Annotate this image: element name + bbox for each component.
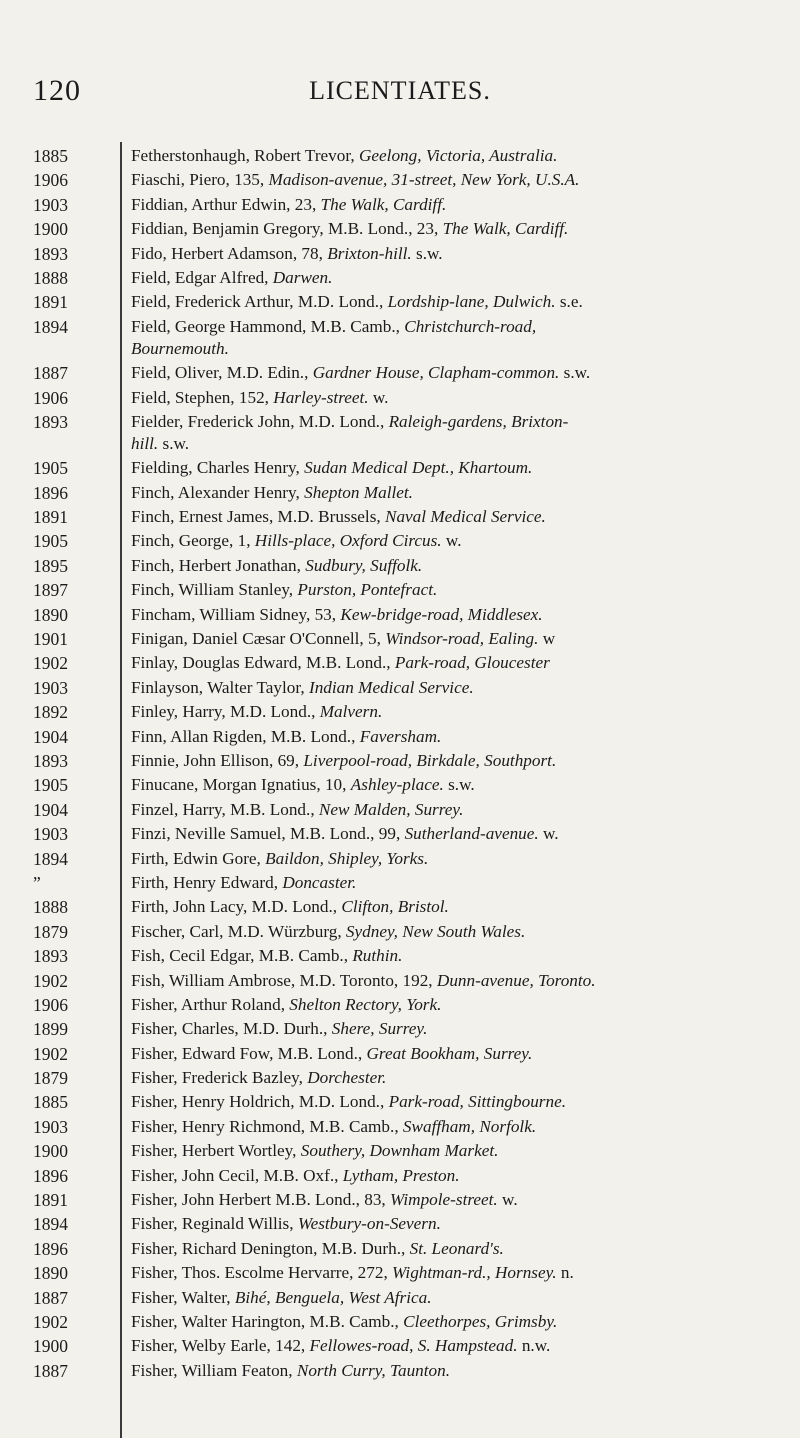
entry-address: Windsor-road, Ealing. xyxy=(385,629,539,649)
entry-address: Lordship-lane, Dulwich. xyxy=(387,292,556,312)
entry-text xyxy=(131,1238,781,1260)
entry-name: Fisher, Reginald Willis, xyxy=(131,1214,298,1234)
entry-address: Sutherland-avenue. xyxy=(404,824,539,844)
entry-postal-district: s.w. xyxy=(411,243,443,263)
entry-name: Field, Stephen, 152, xyxy=(131,387,274,407)
list-item xyxy=(0,652,800,674)
entry-text xyxy=(131,482,781,504)
entry-address: Wimpole-street. xyxy=(390,1190,498,1210)
entry-year: 1903 xyxy=(33,194,68,215)
entry-year: 1906 xyxy=(33,170,68,191)
entry-text xyxy=(131,677,781,699)
entry-year: 1887 xyxy=(33,1360,68,1381)
list-item xyxy=(0,169,800,191)
entry-postal-district: n.w. xyxy=(517,1336,551,1356)
entry-text xyxy=(131,1311,781,1333)
entry-address: New Malden, Surrey. xyxy=(318,799,464,819)
entry-year: 1888 xyxy=(33,267,68,288)
entry-year: 1885 xyxy=(33,146,68,166)
entry-name: Fetherstonhaugh, Robert Trevor, xyxy=(131,146,359,165)
entry-text xyxy=(131,1262,781,1284)
entry-text xyxy=(131,1116,781,1138)
list-item xyxy=(0,1311,800,1333)
list-item xyxy=(0,604,800,626)
entry-address: Doncaster. xyxy=(282,872,357,892)
entry-text xyxy=(131,945,781,967)
entry-year: 1900 xyxy=(33,1336,68,1357)
entry-address: Geelong, Victoria, Australia. xyxy=(359,146,558,165)
list-item xyxy=(0,1043,800,1065)
list-item xyxy=(0,267,800,289)
list-item xyxy=(0,799,800,821)
list-item xyxy=(0,701,800,723)
entry-address: Fellowes-road, S. Hampstead. xyxy=(309,1336,518,1356)
entry-name: Fisher, Arthur Roland, xyxy=(131,994,290,1014)
entry-year: 1899 xyxy=(33,1019,68,1040)
licentiate-list xyxy=(0,145,800,1384)
entry-text xyxy=(131,1335,781,1357)
list-item xyxy=(0,457,800,479)
entry-year: 1891 xyxy=(33,292,68,313)
entry-text xyxy=(131,145,781,167)
entry-name: Field, George Hammond, M.B. Camb., xyxy=(131,316,405,336)
entry-continuation: hill. s.w. xyxy=(131,433,190,453)
entry-text xyxy=(131,896,781,918)
entry-name: Firth, Edwin Gore, xyxy=(131,848,266,868)
entry-text xyxy=(131,1287,781,1309)
entry-name: Fisher, Richard Denington, M.B. Durh., xyxy=(131,1238,410,1258)
entry-name: Finigan, Daniel Cæsar O'Connell, 5, xyxy=(131,629,386,649)
entry-address: Shelton Rectory, York. xyxy=(289,994,442,1014)
entry-address: Ruthin. xyxy=(352,946,403,966)
entry-year: 1891 xyxy=(33,507,68,528)
entry-address: Brixton-hill. xyxy=(327,243,412,263)
entry-name: Finch, Alexander Henry, xyxy=(131,482,305,502)
entry-name: Finlayson, Walter Taylor, xyxy=(131,677,309,697)
entry-postal-district: n. xyxy=(556,1263,574,1283)
entry-name: Finlay, Douglas Edward, M.B. Lond., xyxy=(131,653,395,673)
entry-name: Finnie, John Ellison, 69, xyxy=(131,750,304,770)
entry-text xyxy=(131,267,781,289)
entry-text xyxy=(131,1165,781,1187)
list-item xyxy=(0,291,800,313)
list-item xyxy=(0,579,800,601)
entry-name: Finzel, Harry, M.B. Lond., xyxy=(131,799,319,819)
entry-address: The Walk, Cardiff. xyxy=(320,194,447,214)
entry-year: 1890 xyxy=(33,604,68,625)
entry-year: 1903 xyxy=(33,1116,68,1137)
entry-text xyxy=(131,750,781,772)
list-item xyxy=(0,506,800,528)
entry-postal-district: w. xyxy=(441,531,462,551)
entry-address: St. Leonard's. xyxy=(409,1238,504,1258)
list-item xyxy=(0,994,800,1016)
entry-address: Gardner House, Clapham-common. xyxy=(312,363,560,383)
entry-text xyxy=(131,291,781,313)
entry-name: Fisher, Edward Fow, M.B. Lond., xyxy=(131,1043,367,1063)
list-item xyxy=(0,726,800,748)
list-item xyxy=(0,823,800,845)
entry-name: Fisher, Charles, M.D. Durh., xyxy=(131,1019,332,1039)
list-item xyxy=(0,628,800,650)
entry-continuation: Bournemouth. xyxy=(131,338,229,358)
entry-text xyxy=(131,169,781,191)
entry-name: Field, Edgar Alfred, xyxy=(131,267,273,287)
entry-address: Great Bookham, Surrey. xyxy=(366,1043,533,1063)
entry-year: 1905 xyxy=(33,531,68,552)
entry-text xyxy=(131,604,781,626)
entry-address: Sydney, New South Wales. xyxy=(345,921,526,941)
entry-address: Ashley-place. xyxy=(350,775,444,795)
entry-address: Dunn-avenue, Toronto. xyxy=(436,970,596,990)
list-item xyxy=(0,1165,800,1187)
list-item xyxy=(0,482,800,504)
entry-year: 1900 xyxy=(33,1141,68,1162)
entry-name: Fisher, Herbert Wortley, xyxy=(131,1141,301,1161)
entry-postal-district: w. xyxy=(538,824,559,844)
entry-name: Finch, Herbert Jonathan, xyxy=(131,555,306,575)
list-item xyxy=(0,1360,800,1382)
entry-text xyxy=(131,799,781,821)
list-item xyxy=(0,316,800,360)
entry-address: Shere, Surrey. xyxy=(331,1019,428,1039)
list-item xyxy=(0,194,800,216)
entry-name: Fish, Cecil Edgar, M.B. Camb., xyxy=(131,946,353,966)
entry-text xyxy=(131,823,781,845)
entry-name: Fiaschi, Piero, 135, xyxy=(131,170,269,190)
list-item xyxy=(0,872,800,894)
running-title: LICENTIATES. xyxy=(309,76,491,105)
entry-address: Swaffham, Norfolk. xyxy=(402,1116,537,1136)
entry-text xyxy=(131,1189,781,1211)
entry-year: 1894 xyxy=(33,1214,68,1235)
entry-text xyxy=(131,1067,781,1089)
entry-address: Madison-avenue, 31-street, New York, U.S.A. xyxy=(268,170,580,190)
entry-text xyxy=(131,218,781,240)
entry-year: 1900 xyxy=(33,219,68,240)
entry-year: 1897 xyxy=(33,580,68,601)
entry-name: Finucane, Morgan Ignatius, 10, xyxy=(131,775,351,795)
list-item xyxy=(0,1213,800,1235)
entry-postal-district: s.w. xyxy=(559,363,591,383)
list-item xyxy=(0,970,800,992)
entry-text xyxy=(131,530,781,552)
entry-text xyxy=(131,921,781,943)
entry-year: 1902 xyxy=(33,1043,68,1064)
entry-year: 1896 xyxy=(33,1165,68,1186)
entry-year: 1895 xyxy=(33,555,68,576)
entry-address: Baildon, Shipley, Yorks. xyxy=(265,848,429,868)
list-item xyxy=(0,848,800,870)
entry-text xyxy=(131,726,781,748)
list-item xyxy=(0,362,800,384)
entry-year: 1885 xyxy=(33,1092,68,1113)
entry-address: Faversham. xyxy=(359,726,442,746)
entry-address: Christchurch-road, xyxy=(404,316,537,336)
entry-address: Lytham, Preston. xyxy=(342,1165,460,1185)
page-number: 120 xyxy=(33,74,81,107)
list-item xyxy=(0,774,800,796)
entry-text xyxy=(131,316,781,360)
entry-year: 1906 xyxy=(33,994,68,1015)
list-item xyxy=(0,921,800,943)
entry-name: Field, Oliver, M.D. Edin., xyxy=(131,363,313,383)
list-item xyxy=(0,1238,800,1260)
entry-year: 1905 xyxy=(33,458,68,479)
entry-text xyxy=(131,652,781,674)
entry-name: Fish, William Ambrose, M.D. Toronto, 192, xyxy=(131,970,437,990)
entry-year: 1893 xyxy=(33,411,68,432)
list-item xyxy=(0,555,800,577)
entry-name: Finch, William Stanley, xyxy=(131,580,298,600)
entry-year: 1904 xyxy=(33,726,68,747)
entry-postal-district: w. xyxy=(368,387,389,407)
entry-name: Fisher, Walter Harington, M.B. Camb., xyxy=(131,1311,404,1331)
entry-name: Fisher, Henry Richmond, M.B. Camb., xyxy=(131,1116,403,1136)
entry-text xyxy=(131,1091,781,1113)
entry-address: Indian Medical Service. xyxy=(308,677,474,697)
entry-name: Fisher, John Herbert M.B. Lond., 83, xyxy=(131,1190,391,1210)
list-item xyxy=(0,530,800,552)
entry-text xyxy=(131,362,781,384)
entry-postal-district: w. xyxy=(497,1190,518,1210)
list-item xyxy=(0,896,800,918)
entry-text xyxy=(131,579,781,601)
entry-address: Kew-bridge-road, Middlesex. xyxy=(340,604,543,624)
entry-text xyxy=(131,1043,781,1065)
entry-year: 1903 xyxy=(33,677,68,698)
entry-name: Fischer, Carl, M.D. Würzburg, xyxy=(131,921,346,941)
list-item xyxy=(0,1335,800,1357)
entry-text xyxy=(131,774,781,796)
list-item xyxy=(0,1287,800,1309)
entry-year: 1888 xyxy=(33,897,68,918)
entry-year: 1901 xyxy=(33,629,68,650)
entry-address: Wightman-rd., Hornsey. xyxy=(392,1263,557,1283)
entry-address: Sudan Medical Dept., Khartoum. xyxy=(304,458,533,478)
entry-address: Shepton Mallet. xyxy=(304,482,413,502)
entry-address: Liverpool-road, Birkdale, Southport. xyxy=(303,750,557,770)
entry-text xyxy=(131,243,781,265)
entry-year: 1905 xyxy=(33,775,68,796)
entry-year: 1890 xyxy=(33,1263,68,1284)
entry-name: Fincham, William Sidney, 53, xyxy=(131,604,341,624)
entry-address: Raleigh-gardens, Brixton- xyxy=(388,411,569,431)
list-item xyxy=(0,945,800,967)
entry-year: 1893 xyxy=(33,243,68,264)
entry-year: 1893 xyxy=(33,946,68,967)
list-item xyxy=(0,1067,800,1089)
entry-address: Naval Medical Service. xyxy=(384,507,546,527)
entry-name: Firth, John Lacy, M.D. Lond., xyxy=(131,897,342,917)
entry-text xyxy=(131,457,781,479)
entry-text xyxy=(131,628,781,650)
entry-text xyxy=(131,701,781,723)
entry-text xyxy=(131,194,781,216)
entry-address: Clifton, Bristol. xyxy=(341,897,449,917)
entry-year: 1879 xyxy=(33,1068,68,1089)
entry-name: Finch, George, 1, xyxy=(131,531,255,551)
list-item xyxy=(0,1262,800,1284)
entry-year: 1904 xyxy=(33,799,68,820)
list-item xyxy=(0,1140,800,1162)
page-header xyxy=(0,74,800,114)
entry-year: 1894 xyxy=(33,316,68,337)
entry-text xyxy=(131,1360,781,1382)
list-item xyxy=(0,1189,800,1211)
entry-address: Bihé, Benguela, West Africa. xyxy=(234,1287,432,1307)
list-item xyxy=(0,1018,800,1040)
list-item xyxy=(0,145,800,167)
entry-address: Purston, Pontefract. xyxy=(297,580,438,600)
entry-postal-district: s.w. xyxy=(443,775,475,795)
entry-name: Fido, Herbert Adamson, 78, xyxy=(131,243,328,263)
entry-address: The Walk, Cardiff. xyxy=(442,219,569,239)
entry-name: Fisher, Thos. Escolme Hervarre, 272, xyxy=(131,1263,393,1283)
entry-text xyxy=(131,506,781,528)
list-item xyxy=(0,387,800,409)
entry-year: 1896 xyxy=(33,1238,68,1259)
entry-text xyxy=(131,387,781,409)
entry-text xyxy=(131,872,781,894)
entry-address: Cleethorpes, Grimsby. xyxy=(403,1311,558,1331)
entry-year: 1887 xyxy=(33,1287,68,1308)
list-item xyxy=(0,243,800,265)
entry-year: 1896 xyxy=(33,482,68,503)
list-item xyxy=(0,1091,800,1113)
entry-year: 1903 xyxy=(33,824,68,845)
entry-name: Finley, Harry, M.D. Lond., xyxy=(131,702,320,722)
entry-name: Fisher, John Cecil, M.B. Oxf., xyxy=(131,1165,343,1185)
entry-year: 1891 xyxy=(33,1190,68,1211)
entry-name: Fisher, Walter, xyxy=(131,1287,235,1307)
entry-name: Fiddian, Benjamin Gregory, M.B. Lond., 23, xyxy=(131,219,443,239)
entry-name: Fisher, Frederick Bazley, xyxy=(131,1068,308,1088)
entry-text xyxy=(131,1213,781,1235)
entry-name: Fiddian, Arthur Edwin, 23, xyxy=(131,194,321,214)
entry-text xyxy=(131,1018,781,1040)
entry-address: Sudbury, Suffolk. xyxy=(305,555,423,575)
list-item xyxy=(0,411,800,455)
list-item xyxy=(0,1116,800,1138)
entry-name: Finn, Allan Rigden, M.B. Lond., xyxy=(131,726,360,746)
entry-address: Dorchester. xyxy=(307,1068,387,1088)
entry-address: Park-road, Sittingbourne. xyxy=(388,1092,567,1112)
entry-year: 1894 xyxy=(33,848,68,869)
entry-address: Westbury-on-Severn. xyxy=(297,1214,441,1234)
entry-name: Fisher, Welby Earle, 142, xyxy=(131,1336,310,1356)
entry-address: Southery, Downham Market. xyxy=(300,1141,499,1161)
entry-year: ” xyxy=(33,872,41,893)
entry-text xyxy=(131,994,781,1016)
entry-year: 1902 xyxy=(33,970,68,991)
entry-name: Field, Frederick Arthur, M.D. Lond., xyxy=(131,292,388,312)
entry-year: 1887 xyxy=(33,363,68,384)
list-item xyxy=(0,750,800,772)
entry-text xyxy=(131,1140,781,1162)
entry-name: Finch, Ernest James, M.D. Brussels, xyxy=(131,507,385,527)
list-item xyxy=(0,218,800,240)
entry-text xyxy=(131,555,781,577)
entry-address: Hills-place, Oxford Circus. xyxy=(254,531,442,551)
entry-address: North Curry, Taunton. xyxy=(296,1360,451,1380)
entry-name: Firth, Henry Edward, xyxy=(131,872,283,892)
entry-name: Fisher, William Featon, xyxy=(131,1360,297,1380)
entry-address: Malvern. xyxy=(319,702,383,722)
entry-address: Park-road, Gloucester xyxy=(394,653,550,673)
entry-address: Harley-street. xyxy=(273,387,369,407)
entry-name: Fielder, Frederick John, M.D. Lond., xyxy=(131,411,389,431)
entry-year: 1879 xyxy=(33,921,68,942)
entry-year: 1892 xyxy=(33,702,68,723)
entry-year: 1893 xyxy=(33,750,68,771)
list-item xyxy=(0,677,800,699)
entry-name: Finzi, Neville Samuel, M.B. Lond., 99, xyxy=(131,824,405,844)
entry-text xyxy=(131,411,781,455)
entry-year: 1906 xyxy=(33,387,68,408)
entry-postal-district: w xyxy=(538,629,556,649)
entry-year: 1902 xyxy=(33,1311,68,1332)
entry-text xyxy=(131,848,781,870)
entry-name: Fisher, Henry Holdrich, M.D. Lond., xyxy=(131,1092,389,1112)
entry-postal-district: s.e. xyxy=(555,292,583,312)
entry-name: Fielding, Charles Henry, xyxy=(131,458,305,478)
entry-address: Darwen. xyxy=(272,267,333,287)
entry-text xyxy=(131,970,781,992)
entry-year: 1902 xyxy=(33,653,68,674)
